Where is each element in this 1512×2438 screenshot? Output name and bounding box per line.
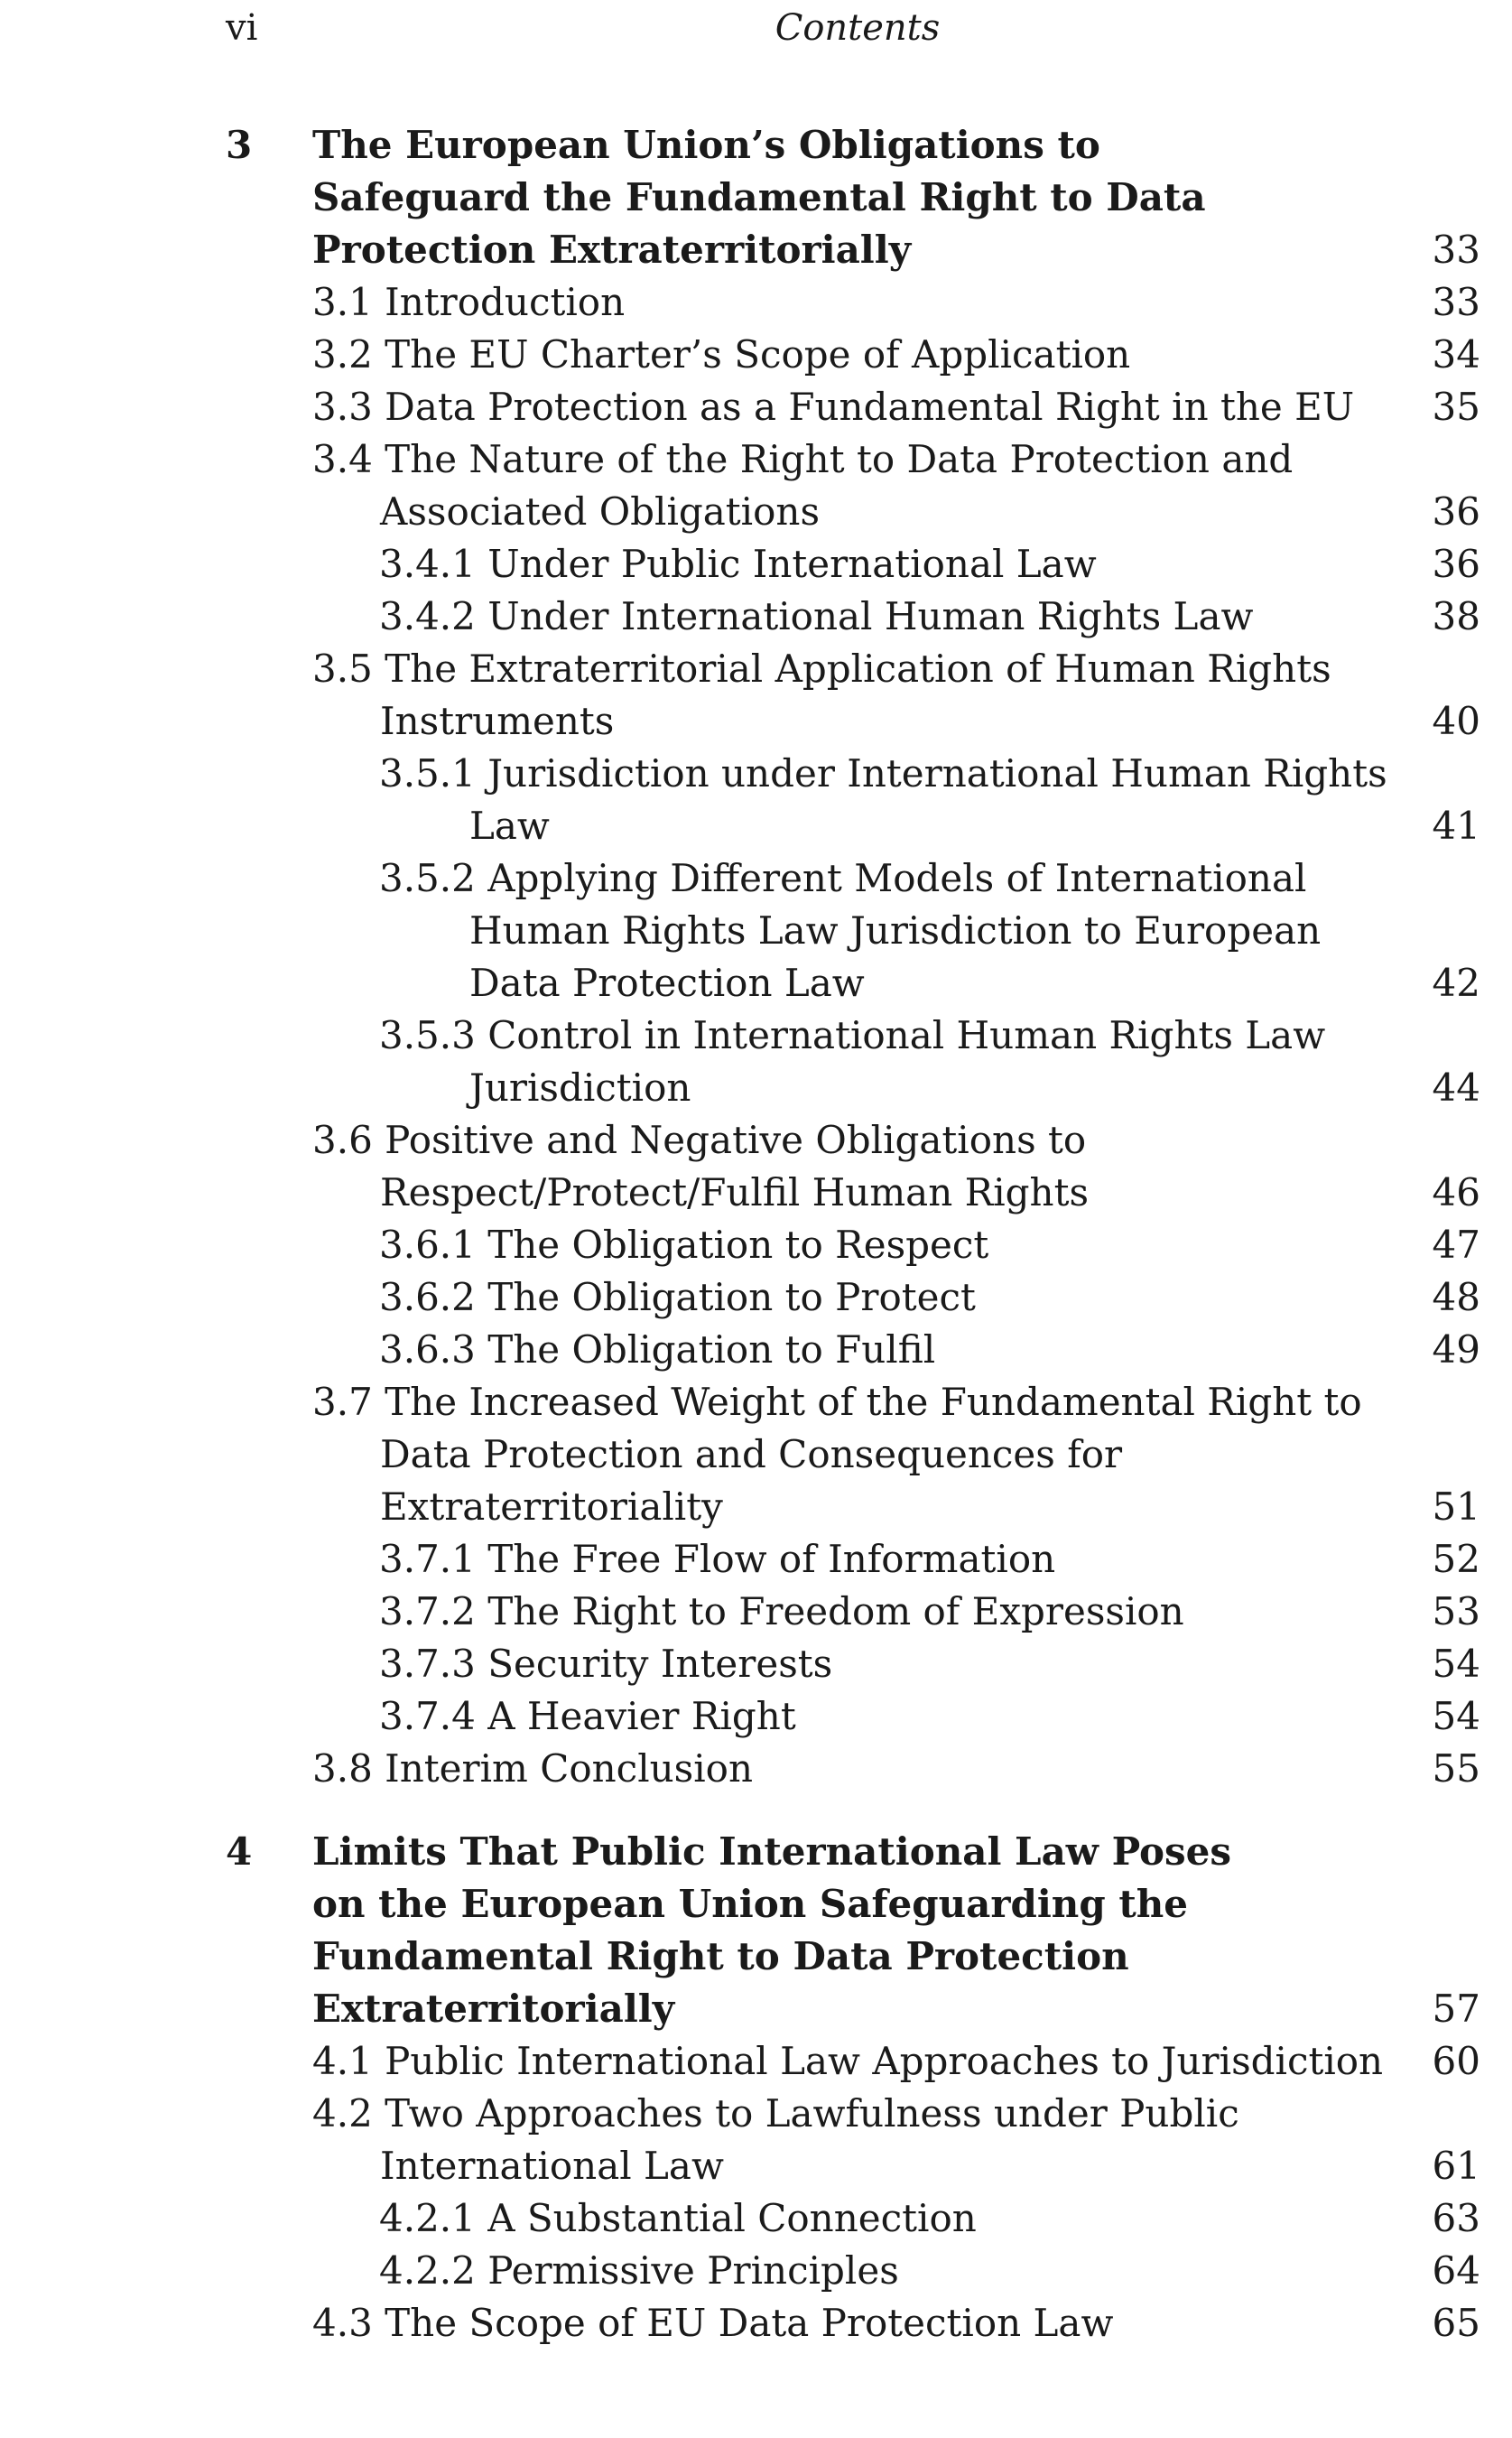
toc-entry[interactable] (379, 748, 1480, 852)
toc-entry-page: 46 (1432, 1170, 1480, 1214)
toc-entry-title: 3.7.2 The Right to Freedom of Expression (379, 1589, 1184, 1633)
toc-entry[interactable] (379, 538, 1480, 591)
toc-entry-page: 40 (1432, 699, 1480, 743)
toc-entry-title: 3.4.1 Under Public International Law (379, 542, 1097, 586)
toc-entry-page: 53 (1432, 1589, 1480, 1633)
toc-entry[interactable] (312, 276, 1480, 329)
toc-entry-title: 3.2 The EU Charter’s Scope of Application (312, 332, 1131, 377)
toc-entry-title: 4.1 Public International Law Approaches to Jurisdiction (312, 2039, 1384, 2083)
toc-entry-title: 3.1 Introduction (312, 280, 626, 324)
toc-entry-page: 54 (1432, 1694, 1480, 1738)
toc-entry-title: 4.2.2 Permissive Principles (379, 2248, 899, 2293)
chapter-page-number: 33 (1432, 228, 1480, 272)
toc-entry[interactable] (312, 2088, 1480, 2192)
page-number: vi (226, 7, 258, 49)
toc-entry-title: 3.7.4 A Heavier Right (379, 1694, 796, 1738)
chapter-title[interactable] (312, 1826, 1480, 2035)
toc-entry-page: 44 (1432, 1065, 1480, 1110)
toc-entry-title: 3.5.2 Applying Different Models of International Human Rights Law Jurisdiction to European Data Protection Law (379, 856, 1322, 1005)
toc-entry-title: 3.6 Positive and Negative Obligations to Respect/Protect/Fulfil Human Rights (312, 1118, 1090, 1214)
chapter-number: 4 (226, 1829, 253, 1874)
toc-entry-page: 38 (1432, 594, 1480, 638)
toc-entry[interactable] (312, 2035, 1480, 2088)
running-title: Contents (775, 7, 941, 49)
toc-entry-title: 3.7 The Increased Weight of the Fundamental Right to Data Protection and Consequences for Extraterritoriality (312, 1380, 1362, 1529)
toc-entry-page: 63 (1432, 2196, 1480, 2240)
chapter-title-text: The European Union’s Obligations to Safeguard the Fundamental Right to Data Protection Extraterritorially (312, 123, 1206, 272)
toc-entry-page: 33 (1432, 280, 1480, 324)
table-of-contents (226, 119, 1480, 2380)
toc-entry[interactable] (312, 381, 1480, 433)
chapter-4 (226, 1826, 1480, 2350)
toc-entry-title: 3.5 The Extraterritorial Application of Human Rights Instruments (312, 647, 1331, 743)
toc-entry[interactable] (379, 591, 1480, 643)
toc-entry[interactable] (312, 1376, 1480, 1533)
toc-entry-title: 3.5.1 Jurisdiction under International Human Rights Law (379, 751, 1387, 848)
toc-entry-page: 41 (1432, 804, 1480, 848)
toc-entry-page: 48 (1432, 1275, 1480, 1319)
toc-entry-page: 51 (1432, 1484, 1480, 1529)
chapter-number: 3 (226, 123, 253, 167)
toc-entry-page: 64 (1432, 2248, 1480, 2293)
toc-entry-page: 35 (1432, 385, 1480, 429)
toc-entry-title: 3.5.3 Control in International Human Rights Law Jurisdiction (379, 1013, 1326, 1110)
toc-entry-page: 60 (1432, 2039, 1480, 2083)
toc-entry-page: 36 (1432, 542, 1480, 586)
toc-entry-title: 3.4 The Nature of the Right to Data Protection and Associated Obligations (312, 437, 1294, 534)
toc-entry[interactable] (379, 1219, 1480, 1271)
toc-entry[interactable] (379, 2245, 1480, 2297)
toc-entry[interactable] (379, 2192, 1480, 2245)
toc-entry[interactable] (379, 1690, 1480, 1743)
toc-entry-title: 3.7.1 The Free Flow of Information (379, 1537, 1056, 1581)
toc-entry[interactable] (379, 1533, 1480, 1586)
toc-entry[interactable] (312, 643, 1480, 748)
toc-entry[interactable] (379, 1010, 1480, 1114)
toc-entry-page: 55 (1432, 1746, 1480, 1791)
toc-entry[interactable] (379, 1271, 1480, 1324)
toc-entry-page: 65 (1432, 2301, 1480, 2345)
toc-entry-page: 61 (1432, 2144, 1480, 2188)
toc-entry[interactable] (379, 1638, 1480, 1690)
toc-entry-title: 4.2 Two Approaches to Lawfulness under Public International Law (312, 2091, 1239, 2188)
chapter-3 (226, 119, 1480, 1795)
toc-entry-title: 3.3 Data Protection as a Fundamental Right in the EU (312, 385, 1355, 429)
toc-entry-title: 4.2.1 A Substantial Connection (379, 2196, 977, 2240)
toc-entry[interactable] (312, 329, 1480, 381)
chapter-title[interactable] (312, 119, 1480, 276)
toc-entry[interactable] (312, 433, 1480, 538)
toc-entry-title: 4.3 The Scope of EU Data Protection Law (312, 2301, 1114, 2345)
toc-entry[interactable] (312, 1743, 1480, 1795)
toc-entry-title: 3.6.3 The Obligation to Fulfil (379, 1327, 936, 1372)
toc-entry[interactable] (379, 852, 1480, 1010)
toc-entry-page: 36 (1432, 489, 1480, 534)
toc-entry-page: 49 (1432, 1327, 1480, 1372)
toc-entry-page: 34 (1432, 332, 1480, 377)
toc-entry-page: 52 (1432, 1537, 1480, 1581)
toc-entry[interactable] (312, 2297, 1480, 2350)
chapter-title-text: Limits That Public International Law Poses on the European Union Safeguarding the Fundamental Right to Data Protection Extraterritorially (312, 1829, 1232, 2031)
chapter-page-number: 57 (1432, 1987, 1480, 2031)
toc-entry-page: 42 (1432, 961, 1480, 1005)
toc-entry[interactable] (379, 1324, 1480, 1376)
toc-entry-page: 54 (1432, 1642, 1480, 1686)
toc-entry[interactable] (379, 1586, 1480, 1638)
toc-entry-title: 3.6.2 The Obligation to Protect (379, 1275, 976, 1319)
toc-entry[interactable] (312, 1114, 1480, 1219)
toc-entry-page: 47 (1432, 1223, 1480, 1267)
toc-entry-title: 3.8 Interim Conclusion (312, 1746, 754, 1791)
toc-entry-title: 3.4.2 Under International Human Rights Law (379, 594, 1254, 638)
toc-entry-title: 3.6.1 The Obligation to Respect (379, 1223, 989, 1267)
toc-entry-title: 3.7.3 Security Interests (379, 1642, 833, 1686)
